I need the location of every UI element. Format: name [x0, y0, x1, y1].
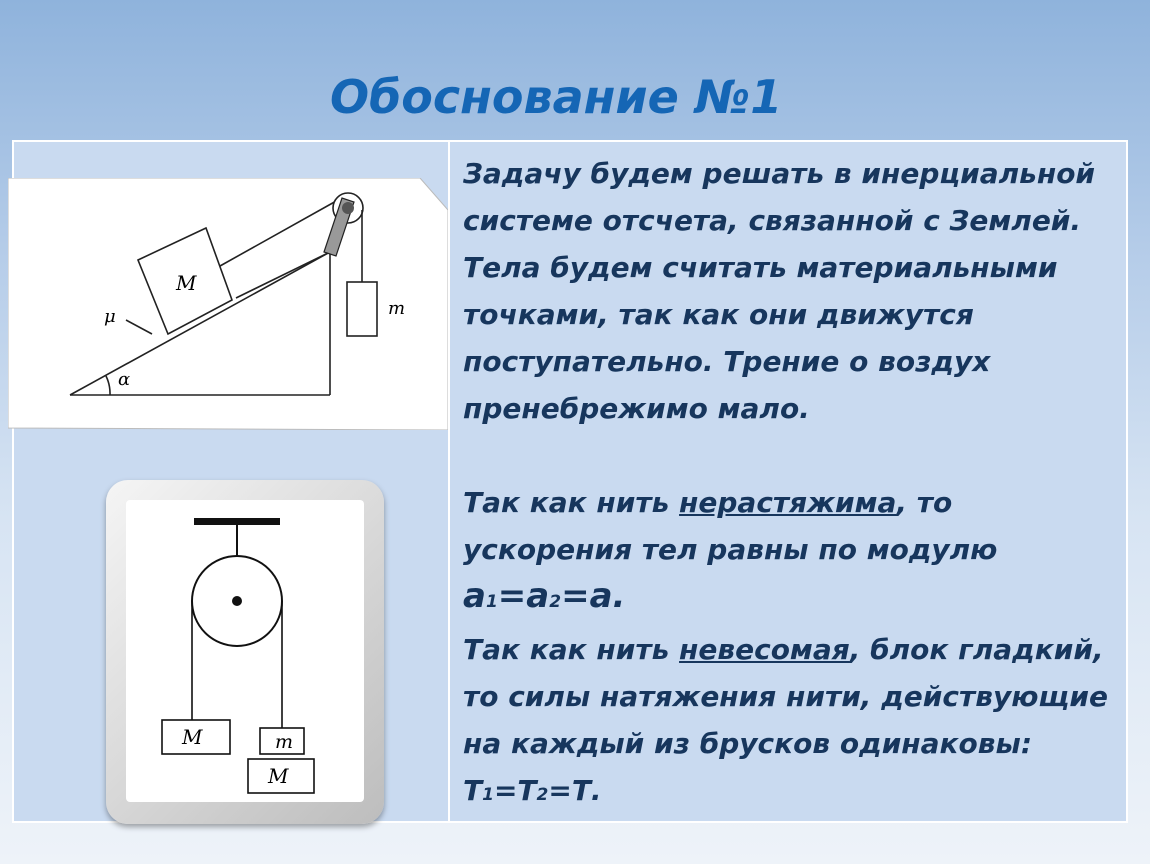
label-m: m — [388, 298, 406, 319]
pulley-figure-panel — [126, 500, 364, 802]
label-M-left: M — [182, 725, 203, 749]
incline-figure — [8, 178, 448, 430]
ceiling-bar — [194, 518, 280, 525]
explanation-text — [463, 150, 1123, 819]
pulley-center — [232, 596, 242, 606]
pulley-figure-frame — [106, 480, 384, 824]
label-m-small: m — [275, 731, 294, 753]
paragraph-inextensible: Так как нить нерастяжима, то ускорения тел равны по модулю а1=а2=а. — [463, 486, 998, 616]
label-M: M — [176, 271, 197, 295]
slide-title: Обоснование №1 — [330, 70, 783, 124]
label-mu: μ — [104, 306, 116, 327]
label-M-right: M — [268, 764, 289, 788]
pulley-axle — [342, 202, 354, 214]
paragraph-weightless: Так как нить невесомая, блок гладкий, то силы натяжения нити, действующие на каждый из брусков одинаковы: Т1=Т2=Т. — [463, 633, 1108, 807]
label-alpha: α — [118, 369, 131, 390]
pulley-figure — [126, 500, 364, 802]
paragraph-inertial-frame: Задачу будем решать в инерциальной системе отсчета, связанной с Землей. Тела будем считать материальными точками, так как они движутся поступательно. Трение о воздух пренебрежимо мало. — [463, 157, 1096, 425]
block-m — [347, 282, 377, 336]
